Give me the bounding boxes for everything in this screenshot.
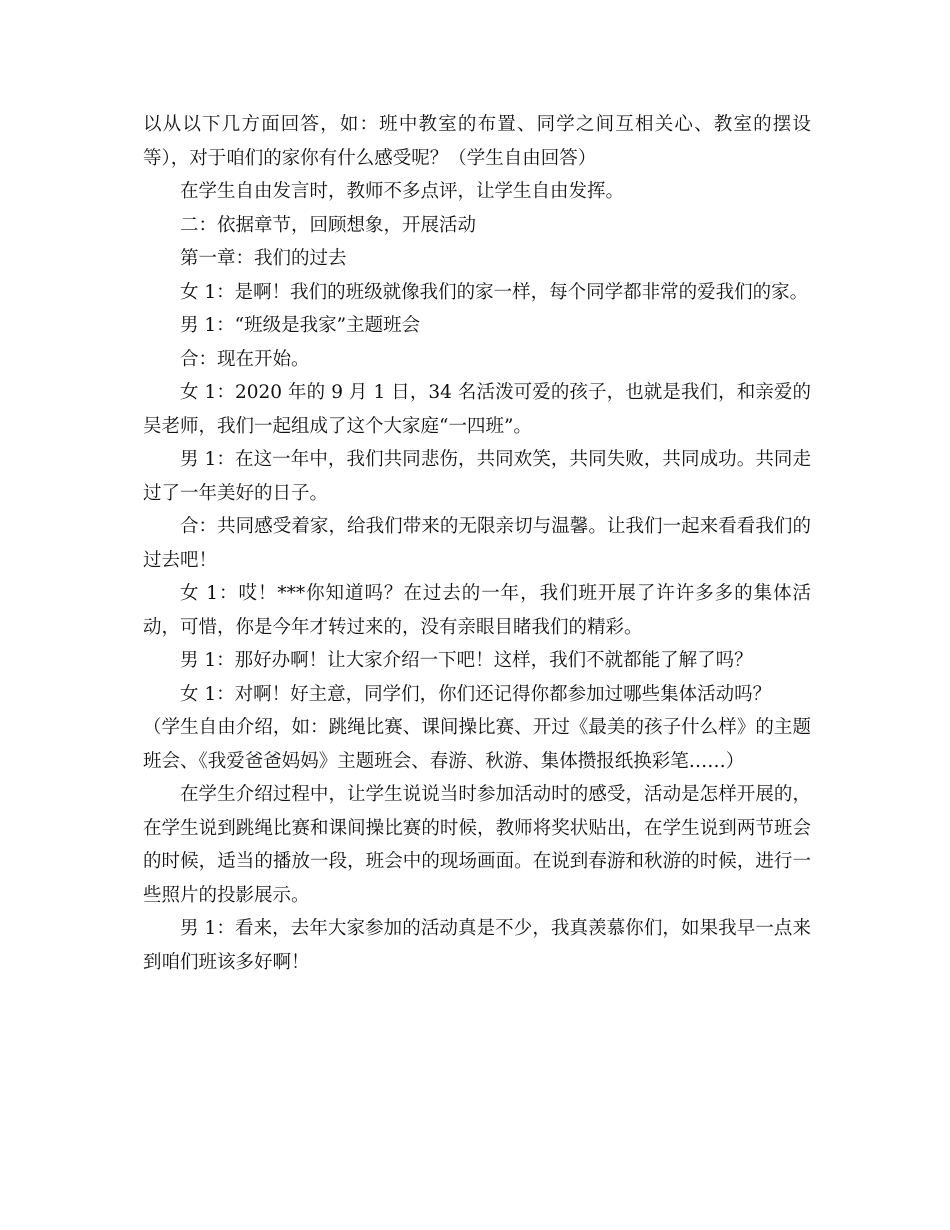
dialogue-line: 合：现在开始。 <box>180 348 310 370</box>
paragraph: 以从以下几方面回答，如：班中教室的布置、同学之间互相关心、教室的摆设等），对于咱们的家你有什么感受呢？（学生自由回答） <box>143 114 811 169</box>
section-heading: 二：依据章节，回顾想象，开展活动 <box>180 214 477 236</box>
dialogue-line: 合：共同感受着家，给我们带来的无限亲切与温馨。让我们一起来看看我们的过去吧！ <box>143 516 811 571</box>
paragraph: 在学生介绍过程中，让学生说说当时参加活动时的感受，活动是怎样开展的，在学生说到跳绳比赛和课间操比赛的时候，教师将奖状贴出，在学生说到两节班会的时候，适当的播放一段，班会中的现场画面。在说到春游和秋游的时候，进行一些照片的投影展示。 <box>143 784 811 906</box>
dialogue-line: 男 1：看来，去年大家参加的活动真是不少，我真羡慕你们，如果我早一点来到咱们班该多好啊！ <box>143 918 811 973</box>
dialogue-line: 男 1：那好办啊！让大家介绍一下吧！这样，我们不就都能了解了吗？ <box>180 650 753 671</box>
document-page <box>143 108 811 979</box>
chapter-heading: 第一章：我们的过去 <box>180 248 347 269</box>
dialogue-line: 女 1：哎！***你知道吗？在过去的一年，我们班开展了许许多多的集体活动，可惜，你是今年才转过来的，没有亲眼目睹我们的精彩。 <box>143 583 811 638</box>
dialogue-line: 男 1：在这一年中，我们共同悲伤，共同欢笑，共同失败，共同成功。共同走过了一年美好的日子。 <box>143 449 811 504</box>
dialogue-line: 女 1：2020 年的 9 月 1 日，34 名活泼可爱的孩子，也就是我们，和亲爱的吴老师，我们一起组成了这个大家庭“一四班”。 <box>143 382 811 437</box>
dialogue-line: 女 1：是啊！我们的班级就像我们的家一样，每个同学都非常的爱我们的家。 <box>180 281 809 303</box>
dialogue-line: 女 1：对啊！好主意，同学们，你们还记得你都参加过哪些集体活动吗？ <box>180 683 772 705</box>
paragraph: 在学生自由发言时，教师不多点评，让学生自由发挥。 <box>180 181 625 202</box>
stage-direction: （学生自由介绍，如：跳绳比赛、课间操比赛、开过《最美的孩子什么样》的主题班会、《我爱爸爸妈妈》主题班会、春游、秋游、集体攒报纸换彩笔……） <box>143 717 811 772</box>
dialogue-line: 男 1：“班级是我家”主题班会 <box>180 315 421 336</box>
